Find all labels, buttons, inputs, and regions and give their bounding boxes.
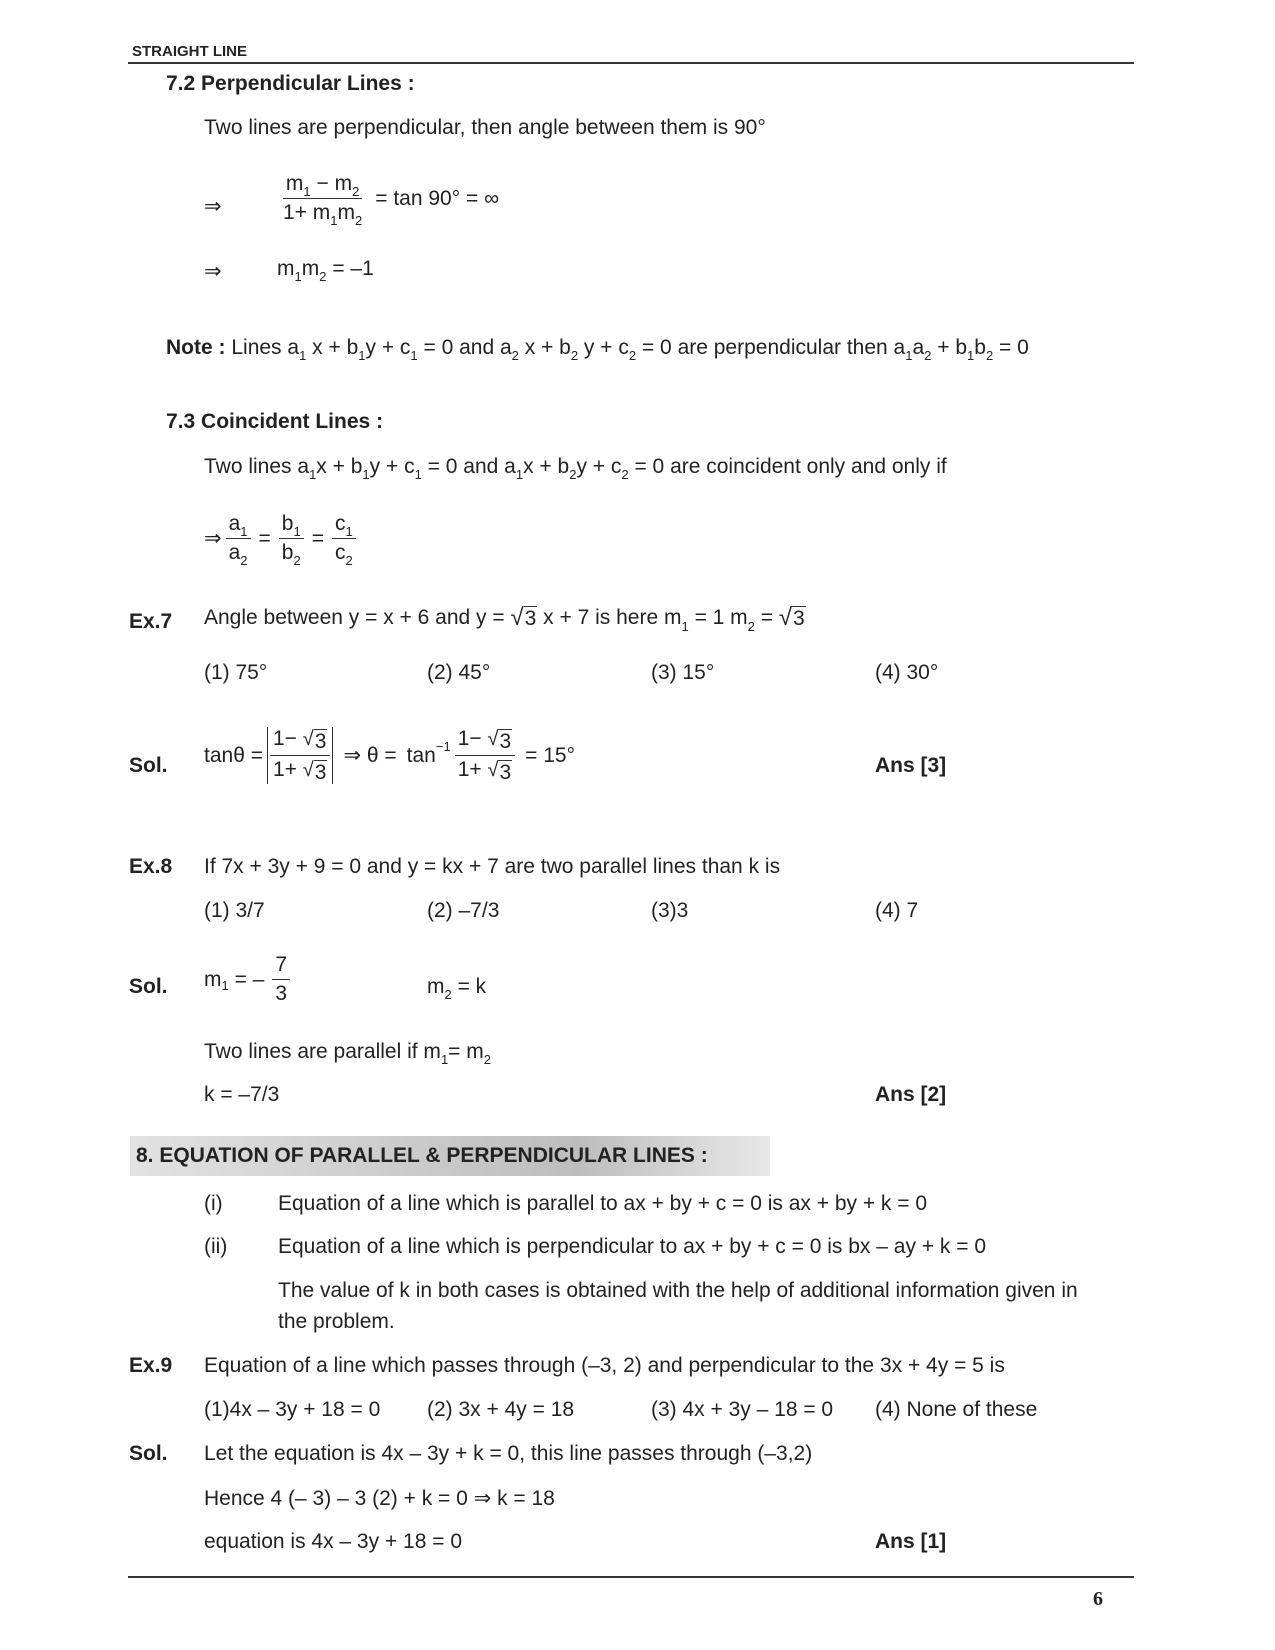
ex7-solution: tanθ = 1− √ 3 1+ √ 3 ⇒ θ = tan −1 1− √ 3 1+ √ 3 = 15° bbox=[204, 727, 575, 785]
ex9-option-1: (1)4x – 3y + 18 = 0 bbox=[204, 1398, 381, 1421]
footer-rule bbox=[128, 1576, 1134, 1578]
s8-note-line-2: the problem. bbox=[278, 1310, 395, 1333]
ex9-label: Ex.9 bbox=[129, 1354, 173, 1377]
s8-item-marker: (i) bbox=[204, 1192, 223, 1215]
s73-text: Two lines $a_1x + b_1y + c_1 = 0$ and $a_1x + b_2y + c_2 = 0$ are coincident only and only if bbox=[204, 455, 947, 482]
ex8-option-3: (3)3 bbox=[651, 899, 689, 922]
implies-symbol: ⇒ bbox=[204, 195, 222, 218]
s8-item-text: Equation of a line which is parallel to ax + by + c = 0 is ax + by + k = 0 bbox=[278, 1192, 928, 1215]
ex9-question: Equation of a line which passes through (–3, 2) and perpendicular to the 3x + 4y = 5 is bbox=[204, 1354, 1005, 1377]
ex9-sol-line-1: Let the equation is 4x – 3y + k = 0, this line passes through (–3,2) bbox=[204, 1442, 813, 1465]
ex8-parallel-text: Two lines are parallel if $m_1= m_2$ bbox=[204, 1040, 491, 1067]
s8-item-marker: (ii) bbox=[204, 1235, 228, 1258]
header-rule bbox=[128, 62, 1134, 64]
ex9-answer: Ans [1] bbox=[875, 1530, 947, 1553]
slope-fraction: $\frac{m_1 - m_2}{1+ m_1m_2}$ bbox=[283, 172, 363, 229]
angle-formula bbox=[276, 172, 500, 229]
s8-item-text: Equation of a line which is perpendicular to ax + by + c = 0 is bx – ay + k = 0 bbox=[278, 1235, 987, 1258]
ex7-option-4: (4) 30° bbox=[875, 661, 939, 684]
section-8-title: 8. EQUATION OF PARALLEL & PERPENDICULAR LINES : bbox=[136, 1144, 708, 1167]
running-header: STRAIGHT LINE bbox=[132, 43, 247, 60]
s8-note-line-1: The value of k in both cases is obtained with the help of additional information given in bbox=[278, 1279, 1078, 1302]
perpendicular-note: Note : Lines $a_1$ $x + b_1y + c_1 = 0$ and $a_2$ $x + b_2$ $y + c_2 = 0$ are perpendicular then $a_1a_2 + b_1b_2 = 0$ bbox=[166, 336, 1029, 363]
ex8-option-1: (1) 3/7 bbox=[204, 899, 265, 922]
ex7-option-1: (1) 75° bbox=[204, 661, 268, 684]
ex7-answer: Ans [3] bbox=[875, 754, 947, 777]
ex9-option-4: (4) None of these bbox=[875, 1398, 1038, 1421]
ex9-sol-line-3: equation is 4x – 3y + 18 = 0 bbox=[204, 1530, 463, 1553]
ex8-option-2: (2) –7/3 bbox=[427, 899, 500, 922]
ex8-label: Ex.8 bbox=[129, 855, 173, 878]
ex8-m1: m 1 = – $\frac{7}{3}$ bbox=[204, 953, 294, 1006]
formula-rhs: = tan 90° = ∞ bbox=[375, 186, 500, 210]
ex9-sol-label: Sol. bbox=[129, 1442, 168, 1465]
ex7-label: Ex.7 bbox=[129, 610, 173, 633]
ex8-sol-label: Sol. bbox=[129, 975, 168, 998]
ex8-option-4: (4) 7 bbox=[875, 899, 919, 922]
product-formula: $m_1m_2 = -1$ bbox=[277, 257, 374, 284]
section-7-3-title: 7.3 Coincident Lines : bbox=[166, 410, 384, 433]
note-label: Note : bbox=[166, 336, 226, 359]
coincident-condition: ⇒ $\frac{a_1}{a_2}$ = $\frac{b_1}{b_2}$ = $\frac{c_1}{c_2}$ bbox=[204, 512, 360, 565]
ex9-sol-line-2: Hence 4 (– 3) – 3 (2) + k = 0 ⇒ k = 18 bbox=[204, 1487, 555, 1510]
implies-symbol: ⇒ bbox=[204, 260, 222, 283]
section-7-2-title: 7.2 Perpendicular Lines : bbox=[166, 72, 415, 95]
ex8-k-result: k = –7/3 bbox=[204, 1083, 280, 1106]
product-rhs: = –1 bbox=[332, 257, 374, 280]
ex7-option-3: (3) 15° bbox=[651, 661, 715, 684]
ex8-m2: $m_2 = k$ bbox=[427, 975, 487, 1002]
ex8-question: If 7x + 3y + 9 = 0 and y = kx + 7 are two parallel lines than k is bbox=[204, 855, 781, 878]
ex9-option-3: (3) 4x + 3y – 18 = 0 bbox=[651, 1398, 834, 1421]
s72-intro: Two lines are perpendicular, then angle between them is 90° bbox=[204, 116, 766, 139]
ex7-question: Angle between y = x + 6 and y = √ 3 x + 7 is here m 1 = 1 m 2 = √ 3 bbox=[204, 604, 805, 635]
page-number: 6 bbox=[1093, 1588, 1103, 1610]
ex7-option-2: (2) 45° bbox=[427, 661, 491, 684]
section-8-banner bbox=[130, 1136, 770, 1176]
ex9-option-2: (2) 3x + 4y = 18 bbox=[427, 1398, 575, 1421]
ex7-sol-label: Sol. bbox=[129, 754, 168, 777]
ex8-answer: Ans [2] bbox=[875, 1083, 947, 1106]
